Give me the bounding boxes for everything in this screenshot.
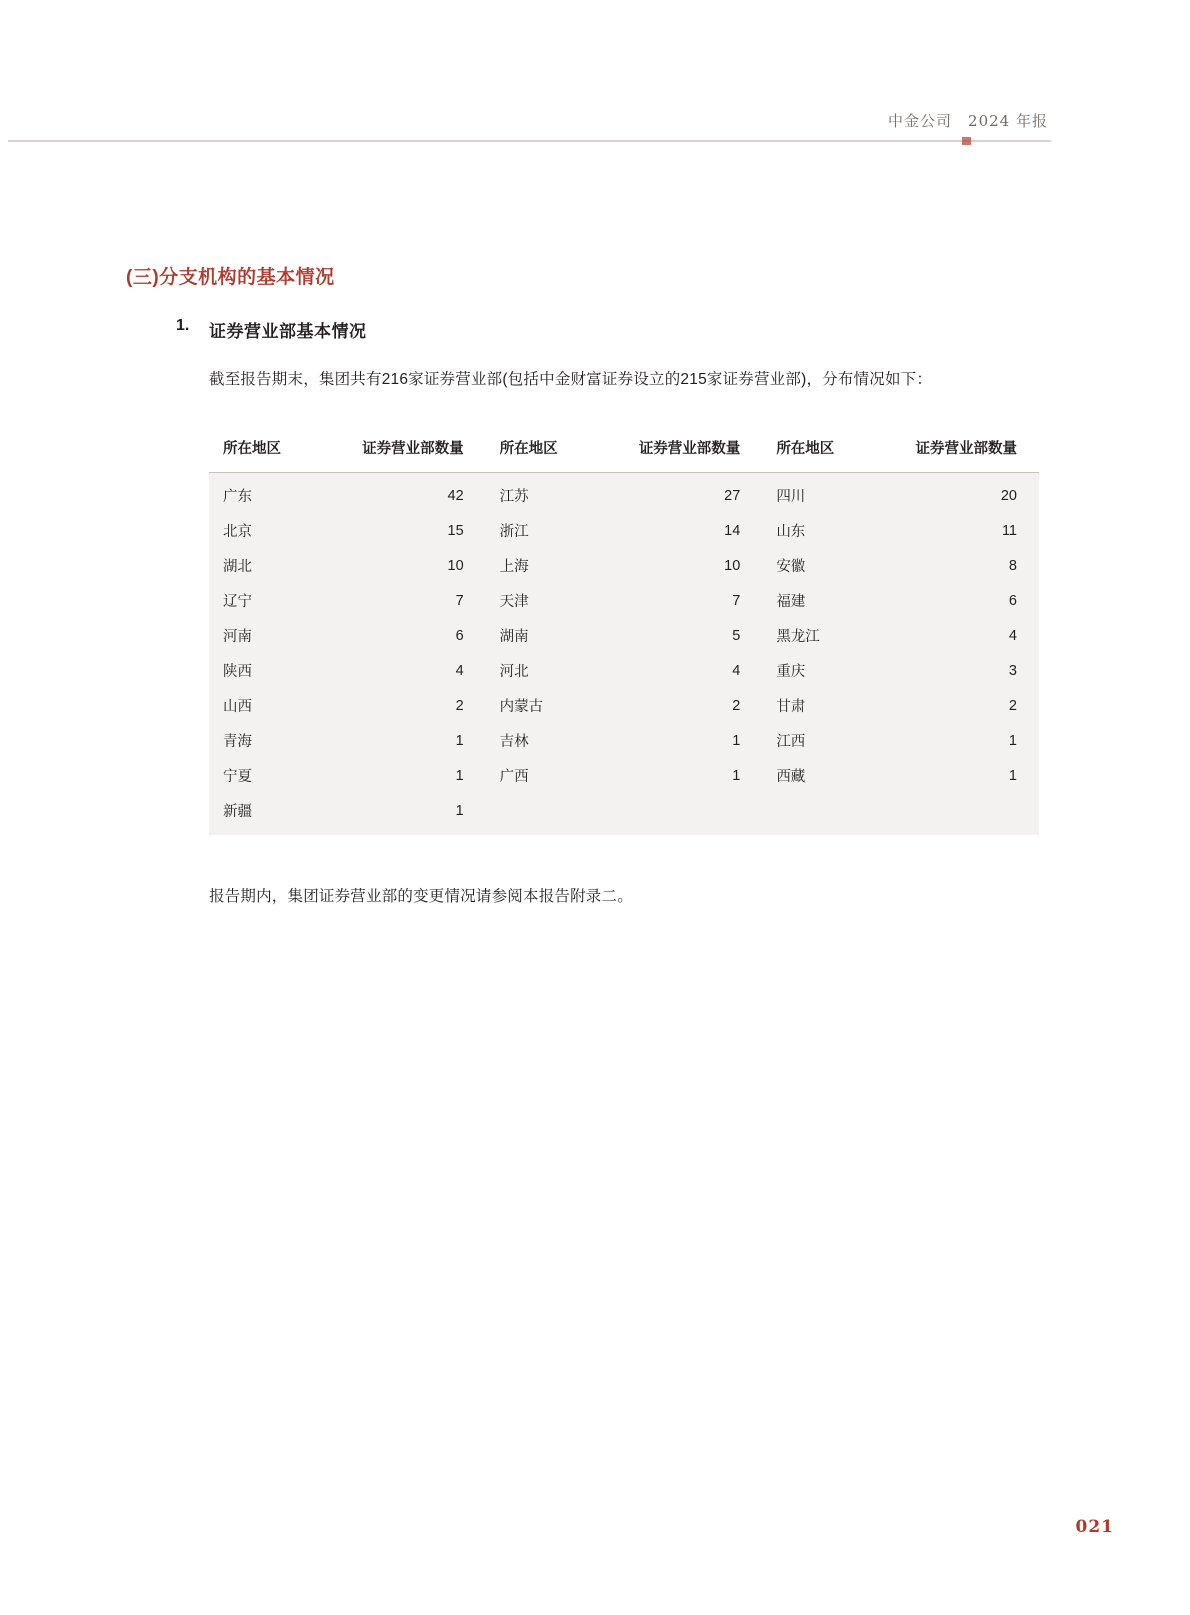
cell-count: 10: [724, 557, 741, 574]
cell-region: 江西: [776, 734, 806, 750]
cell-count: 4: [1008, 627, 1017, 644]
cell-count: [625, 793, 763, 835]
cell-count: 27: [724, 487, 741, 504]
cell-count: 42: [447, 487, 464, 504]
subsection: [126, 317, 1056, 912]
cell-region: 宁夏: [223, 769, 252, 785]
cell-region: 河南: [223, 629, 252, 645]
cell-count: 1: [1008, 767, 1017, 784]
cell-region: 广西: [499, 769, 529, 785]
table-header-region-2: 所在地区: [486, 425, 625, 473]
page-content: [126, 262, 1056, 912]
cell-region: 辽宁: [223, 594, 252, 610]
header-title: [888, 110, 1048, 131]
table-row: [209, 723, 1039, 758]
section-title: (三)分支机构的基本情况: [126, 267, 335, 288]
table-row: [209, 618, 1039, 653]
cell-region: 甘肃: [776, 699, 806, 715]
table-row: [209, 688, 1039, 723]
cell-region: 青海: [223, 734, 252, 750]
cell-count: 5: [732, 627, 741, 644]
intro-paragraph: 截至报告期末，集团共有216家证券营业部(包括中金财富证券设立的215家证券营业部)，分布情况如下：: [209, 371, 933, 388]
page-header: [0, 104, 1190, 144]
cell-region: [762, 793, 901, 835]
cell-count: 1: [455, 802, 464, 819]
cell-region: 湖南: [499, 629, 529, 645]
cell-count: 8: [1008, 557, 1017, 574]
table-row: [209, 653, 1039, 688]
cell-count: 2: [732, 697, 741, 714]
cell-region: 西藏: [776, 769, 806, 785]
cell-region: 上海: [499, 559, 529, 575]
cell-count: 11: [1001, 522, 1017, 539]
table-row: [209, 473, 1039, 514]
cell-region: 广东: [223, 489, 252, 505]
cell-region: 河北: [499, 664, 529, 680]
cell-region: 山东: [776, 524, 806, 540]
cell-count: 1: [732, 732, 741, 749]
cell-region: 江苏: [499, 489, 529, 505]
cell-region: 北京: [223, 524, 252, 540]
subsection-number: 1.: [176, 317, 190, 334]
cell-region: 天津: [499, 594, 529, 610]
cell-region: 浙江: [499, 524, 529, 540]
subsection-title: 证券营业部基本情况: [209, 322, 367, 341]
header-accent-mark: [962, 137, 971, 145]
table-row: [209, 513, 1039, 548]
cell-count: 4: [455, 662, 464, 679]
cell-count: 14: [724, 522, 741, 539]
header-company: 中金公司: [888, 112, 953, 130]
cell-count: 6: [455, 627, 464, 644]
cell-region: 重庆: [776, 664, 806, 680]
table-row: [209, 583, 1039, 618]
cell-count: 1: [455, 767, 464, 784]
cell-region: 陕西: [223, 664, 252, 680]
header-report-year: 2024 年报: [968, 112, 1048, 130]
header-divider: [8, 140, 1051, 142]
cell-count: 7: [455, 592, 464, 609]
cell-region: 山西: [223, 699, 252, 715]
cell-region: 新疆: [223, 804, 252, 820]
cell-region: 安徽: [776, 559, 806, 575]
cell-count: 2: [1008, 697, 1017, 714]
cell-region: [486, 793, 625, 835]
table-header-region-1: 所在地区: [209, 425, 348, 473]
page-number: 021: [1075, 1517, 1114, 1537]
note-paragraph: 报告期内，集团证券营业部的变更情况请参阅本报告附录二。: [209, 888, 633, 905]
cell-region: 四川: [776, 489, 806, 505]
cell-count: 1: [455, 732, 464, 749]
cell-count: 7: [732, 592, 741, 609]
cell-count: 3: [1008, 662, 1017, 679]
cell-region: 福建: [776, 594, 806, 610]
cell-count: 15: [447, 522, 464, 539]
cell-count: 2: [455, 697, 464, 714]
cell-count: 20: [1000, 487, 1017, 504]
branch-table-container: [209, 425, 1039, 835]
table-header-count-3: 证券营业部数量: [901, 425, 1039, 473]
table-header-count-1: 证券营业部数量: [348, 425, 486, 473]
cell-count: 1: [732, 767, 741, 784]
table-row: [209, 758, 1039, 793]
cell-count: [901, 793, 1039, 835]
branch-table: [209, 425, 1039, 835]
table-header-row: [209, 425, 1039, 473]
cell-region: 黑龙江: [776, 629, 820, 645]
cell-region: 吉林: [499, 734, 529, 750]
cell-count: 6: [1008, 592, 1017, 609]
table-header-count-2: 证券营业部数量: [625, 425, 763, 473]
table-header-region-3: 所在地区: [762, 425, 901, 473]
cell-count: 4: [732, 662, 741, 679]
cell-region: 湖北: [223, 559, 252, 575]
table-row: [209, 793, 1039, 835]
table-row: [209, 548, 1039, 583]
cell-count: 1: [1008, 732, 1017, 749]
cell-region: 内蒙古: [499, 699, 544, 715]
cell-count: 10: [447, 557, 464, 574]
